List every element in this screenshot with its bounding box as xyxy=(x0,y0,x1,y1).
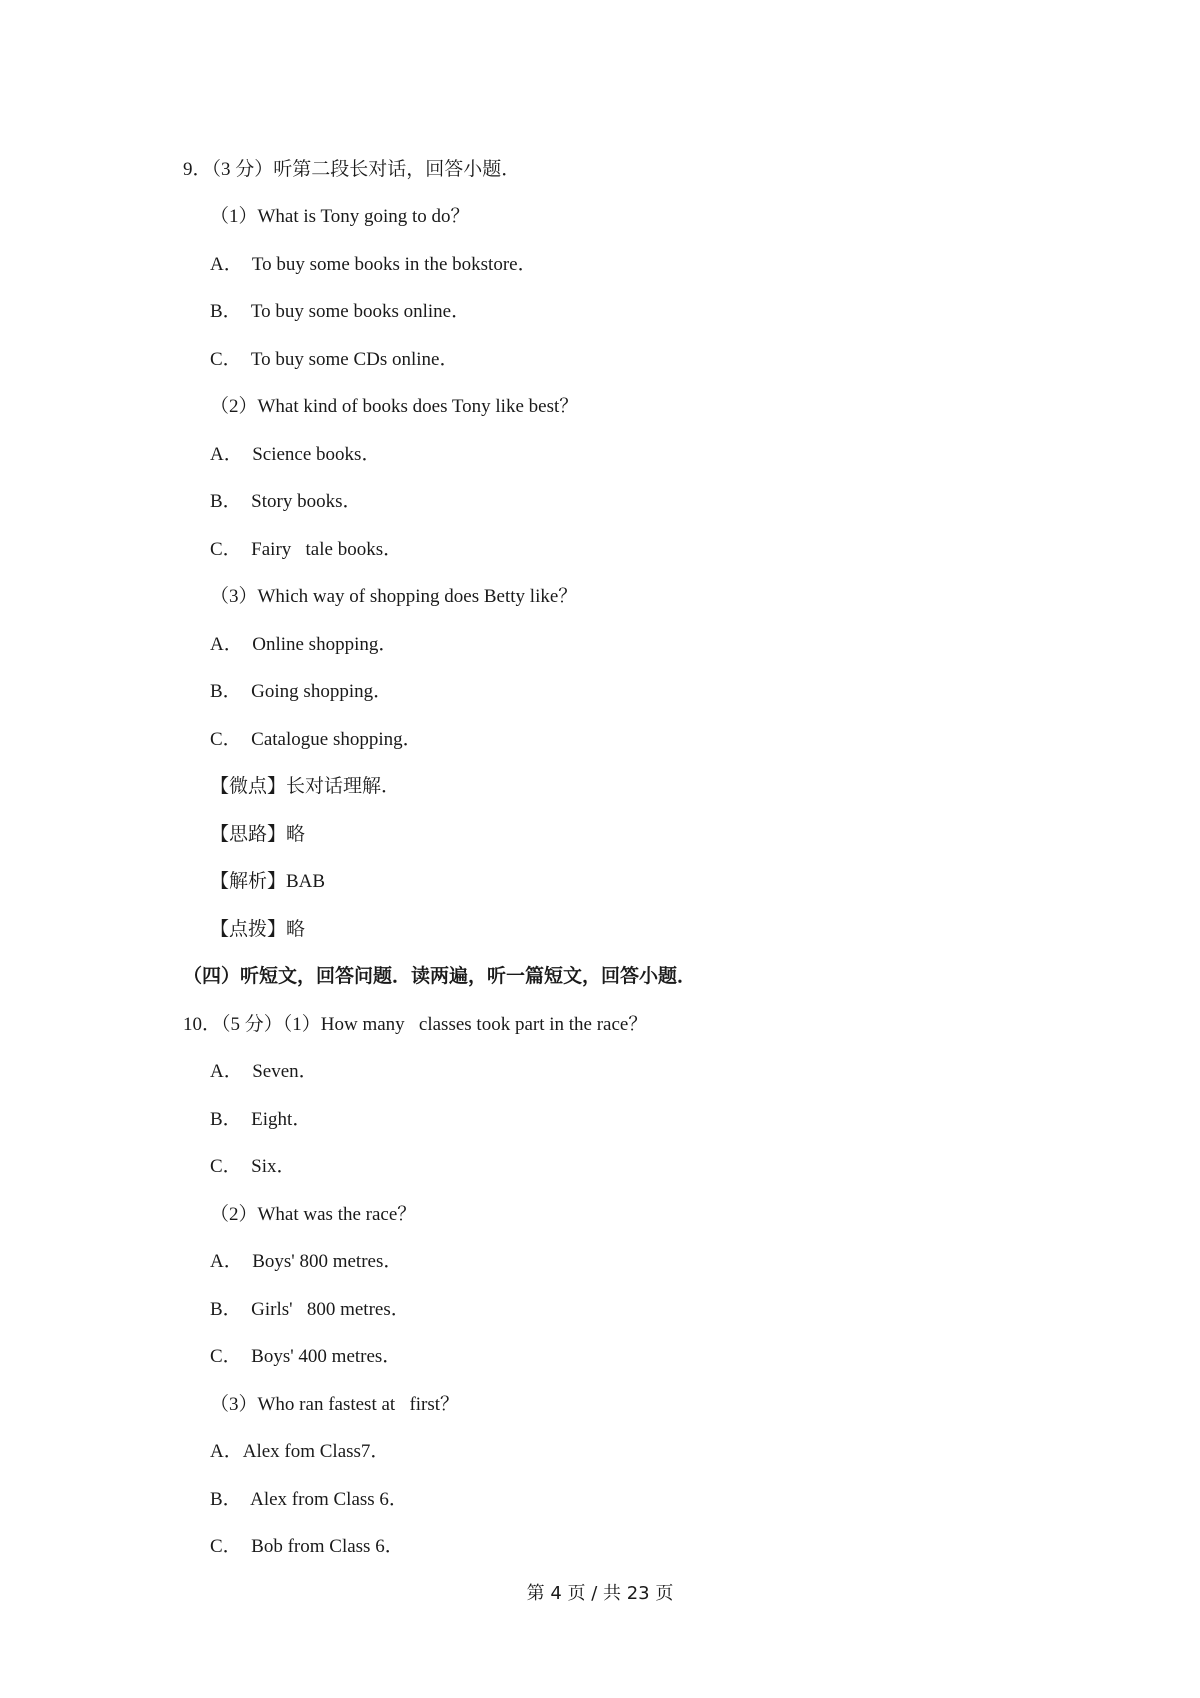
option-a: A． Seven． xyxy=(210,1061,318,1082)
question-10-header: 10．（5 分）（1）How many classes took part in the race？ xyxy=(183,1014,648,1035)
note-jiexi: 【解析】BAB xyxy=(210,871,326,892)
option-c: C． To buy some CDs online． xyxy=(210,349,459,370)
question-9-sub-3: （3）Which way of shopping does Betty like？ xyxy=(210,586,578,607)
option-b: B． Eight． xyxy=(210,1109,312,1130)
note-dianbo: 【点拨】略 xyxy=(210,919,306,940)
option-a: A． Boys' 800 metres． xyxy=(210,1251,403,1272)
option-b: B． Alex from Class 6． xyxy=(210,1489,408,1510)
option-c: C． Fairy tale books． xyxy=(210,539,403,560)
question-9-sub-1: （1）What is Tony going to do？ xyxy=(210,206,470,227)
option-b: B． Girls' 800 metres． xyxy=(210,1299,410,1320)
option-a: A． Science books． xyxy=(210,444,381,465)
section-4-heading: （四）听短文，回答问题．读两遍，听一篇短文，回答小题． xyxy=(183,966,697,987)
option-b: B． Story books． xyxy=(210,491,362,512)
question-10-sub-3: （3）Who ran fastest at first？ xyxy=(210,1394,460,1415)
note-weidian: 【微点】长对话理解． xyxy=(210,776,401,797)
option-b: B． Going shopping． xyxy=(210,681,393,702)
option-a: A．Alex fom Class7． xyxy=(210,1441,390,1462)
question-9-header: 9．（3 分）听第二段长对话，回答小题． xyxy=(183,159,521,180)
option-a: A． To buy some books in the bokstore． xyxy=(210,254,537,275)
page-footer: 第 4 页 / 共 23 页 xyxy=(526,1583,674,1604)
note-silu: 【思路】略 xyxy=(210,824,306,845)
question-10-sub-2: （2）What was the race？ xyxy=(210,1204,417,1225)
option-c: C． Catalogue shopping． xyxy=(210,729,422,750)
option-c: C． Boys' 400 metres． xyxy=(210,1346,402,1367)
option-c: C． Bob from Class 6． xyxy=(210,1536,404,1557)
question-9-sub-2: （2）What kind of books does Tony like best？ xyxy=(210,396,579,417)
option-b: B． To buy some books online． xyxy=(210,301,471,322)
option-a: A． Online shopping． xyxy=(210,634,398,655)
option-c: C． Six． xyxy=(210,1156,296,1177)
